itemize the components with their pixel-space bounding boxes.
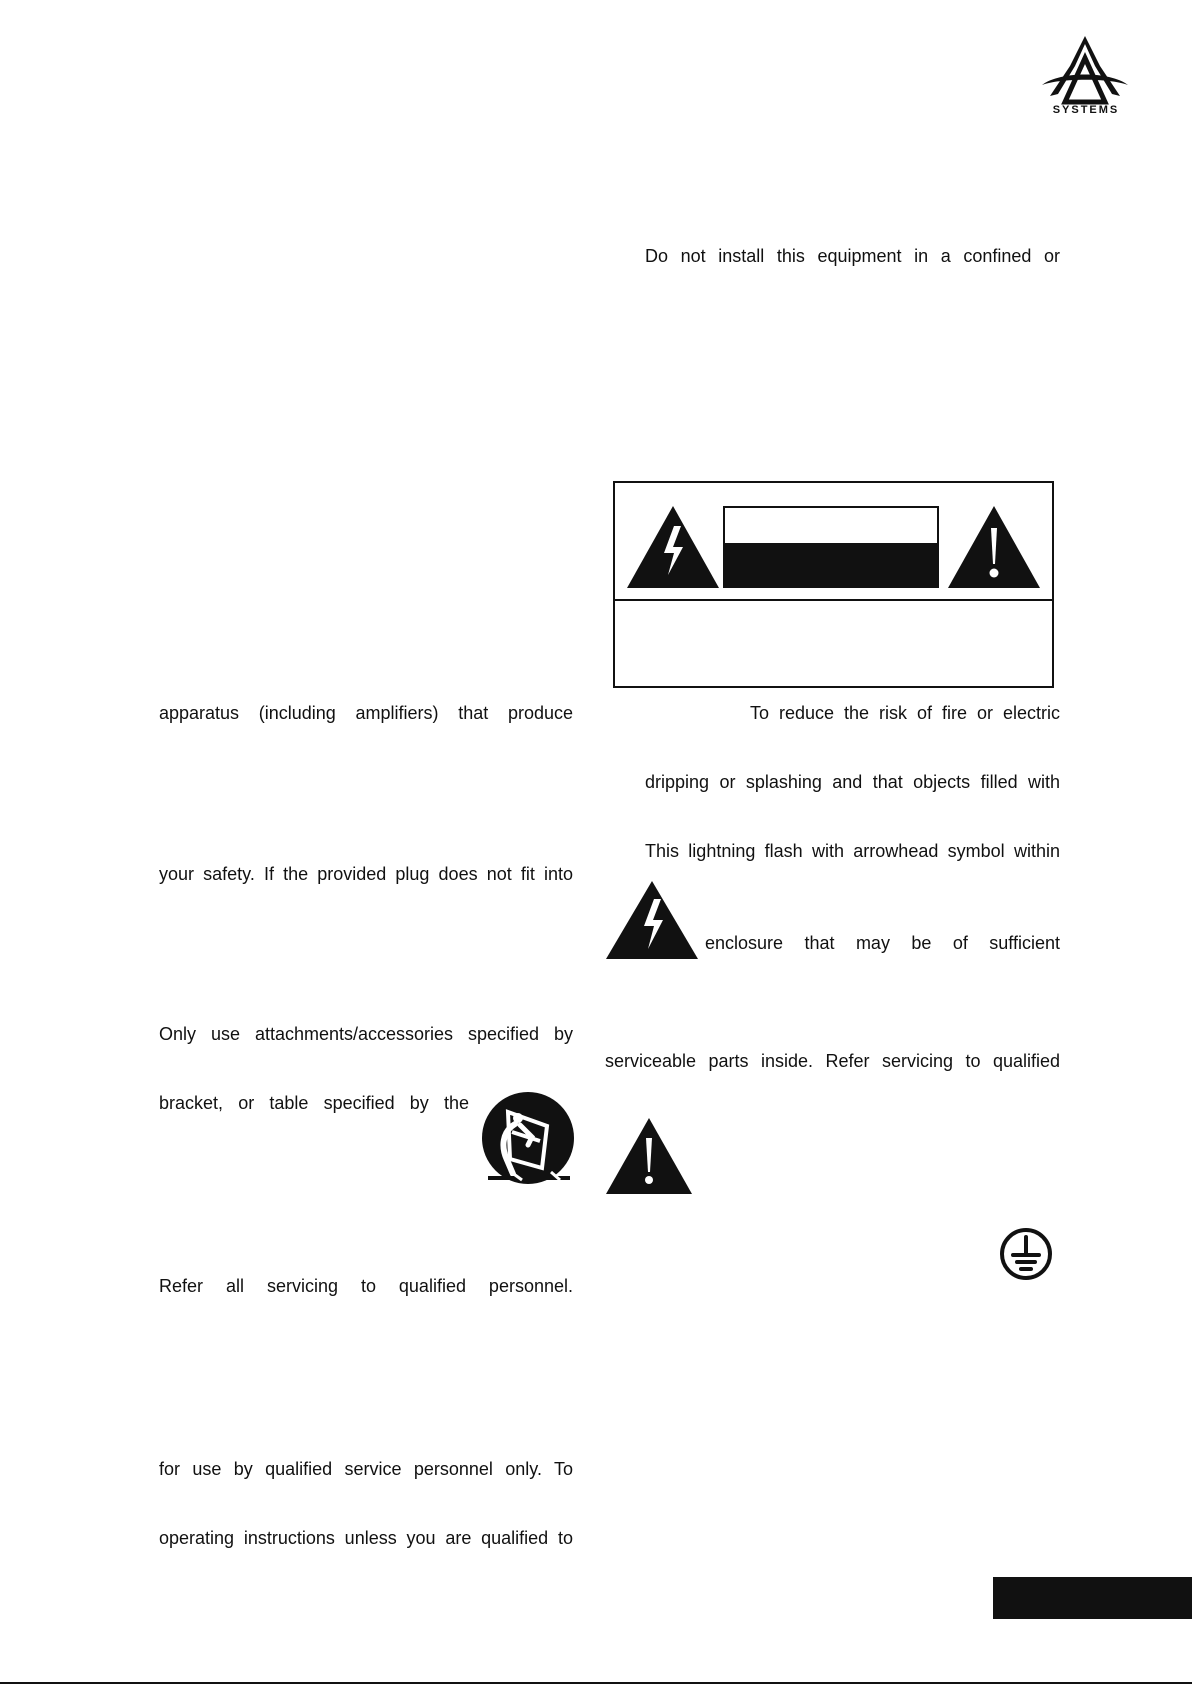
left-line-3: Only use attachments/accessories specified by <box>159 1024 573 1044</box>
right-line-4: This lightning flash with arrowhead symbol within <box>645 841 1060 861</box>
bottom-rule <box>0 1682 1192 1684</box>
cart-tip-over-warning-icon <box>480 1090 576 1186</box>
left-line-1: apparatus (including amplifiers) that produce <box>159 703 573 723</box>
caution-box <box>613 481 1054 688</box>
left-line-4: bracket, or table specified by the <box>159 1093 469 1113</box>
right-line-6: serviceable parts inside. Refer servicing to qualified <box>605 1051 1060 1071</box>
caution-divider <box>615 599 1052 601</box>
page-number-tab <box>993 1577 1192 1619</box>
left-line-2: your safety. If the provided plug does not fit into <box>159 864 573 884</box>
protective-earth-ground-icon <box>996 1224 1056 1284</box>
right-line-1: Do not install this equipment in a confined or <box>645 246 1060 266</box>
logo-text: SYSTEMS <box>1052 104 1120 116</box>
left-line-5: Refer all servicing to qualified personnel. <box>159 1276 573 1296</box>
exclamation-warning-icon-lower <box>606 1118 692 1194</box>
left-line-6: for use by qualified service personnel only. To <box>159 1459 573 1479</box>
left-line-7: operating instructions unless you are qualified to <box>159 1528 573 1548</box>
exclamation-warning-icon <box>948 506 1040 588</box>
right-line-5: enclosure that may be of sufficient <box>705 933 1060 953</box>
lightning-warning-icon <box>627 506 719 588</box>
right-line-3: dripping or splashing and that objects filled with <box>645 772 1060 792</box>
electric-shock-warning-icon <box>606 881 698 959</box>
caution-label-block <box>723 506 939 588</box>
right-line-2: To reduce the risk of fire or electric <box>750 703 1060 723</box>
